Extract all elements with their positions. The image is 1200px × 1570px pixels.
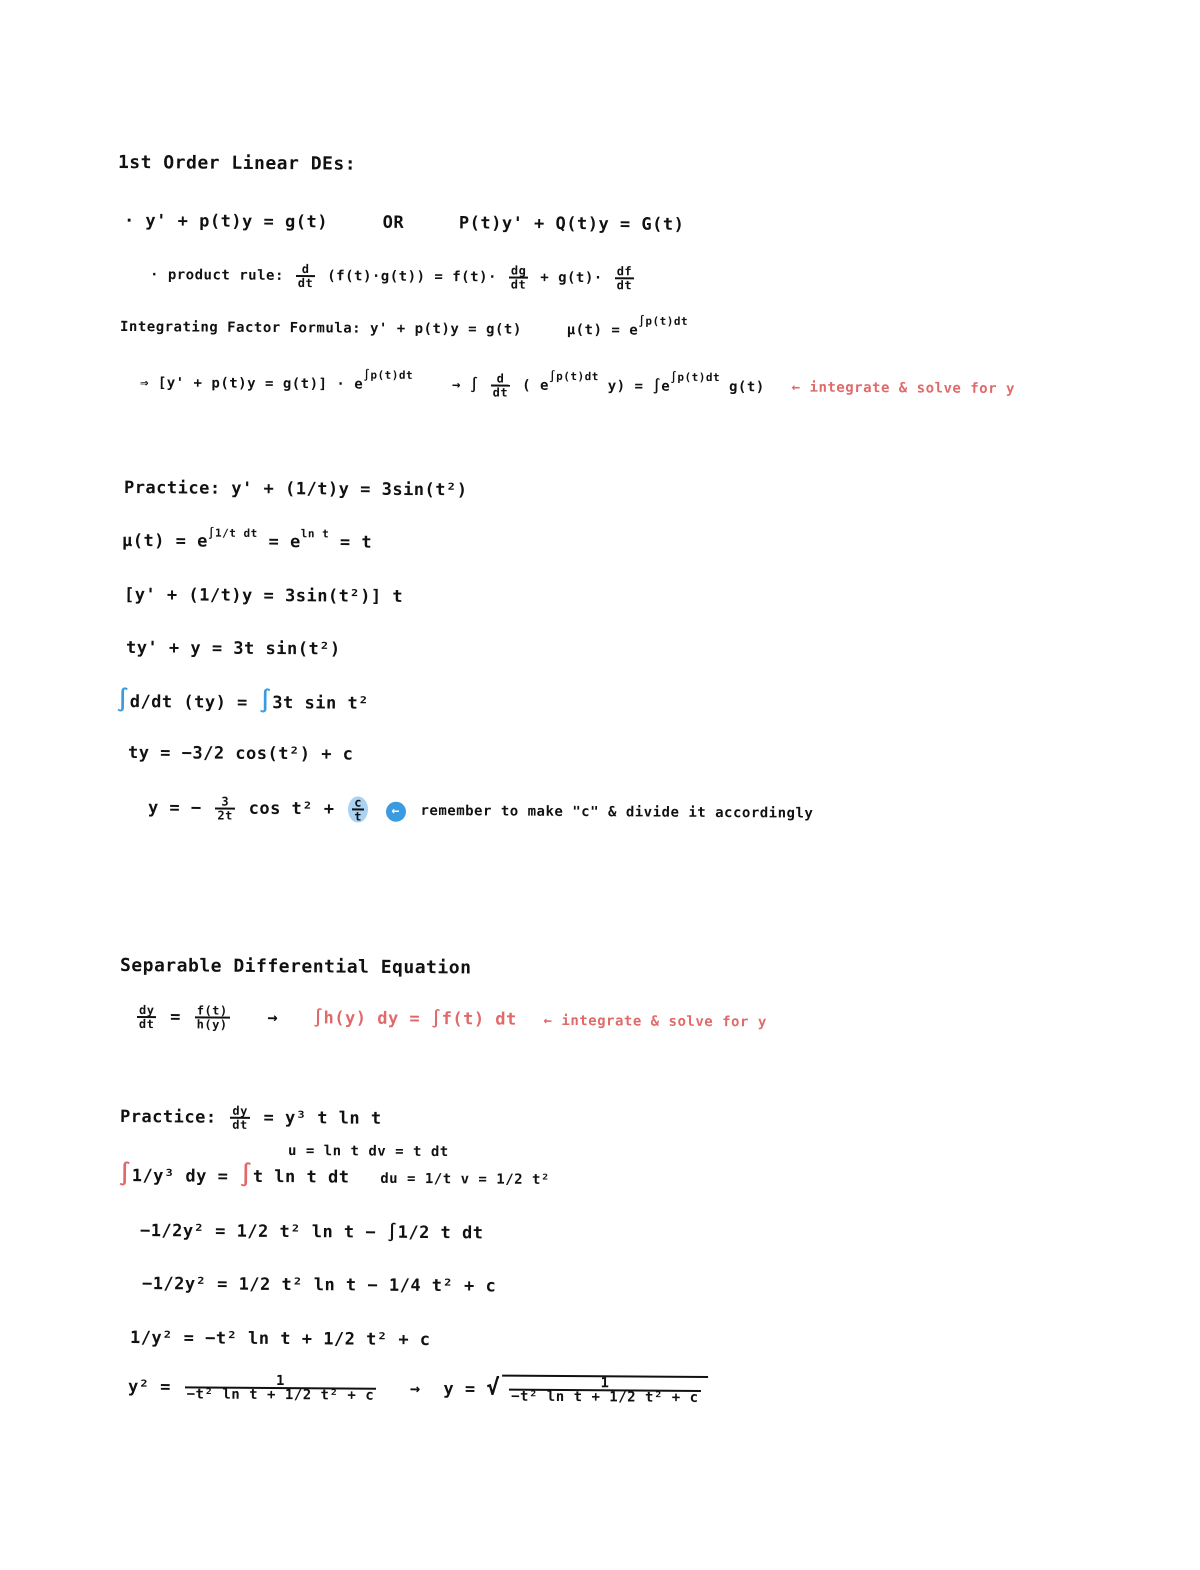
integrate-expr-d: g(t) [728, 379, 765, 396]
right-arrow: → [267, 1007, 279, 1029]
alt-form-text: P(t)y' + Q(t)y = G(t) [458, 213, 685, 235]
blue-integral-1: ∫ [115, 688, 130, 714]
practice2-line2 [118, 1164, 550, 1191]
one-over-y-cubed: 1/y³ dy = [131, 1166, 229, 1187]
df-dt-fraction: $\frac{df}{dt}$ [616, 264, 633, 293]
mu-exponent: ∫p(t)dt [638, 314, 689, 328]
practice1-line3: [y' + (1/t)y = 3sin(t²)] t [123, 585, 404, 607]
ln-t-exponent: ln t [300, 527, 330, 541]
sqrt-fraction: $\frac{1}{\text{−t² ln t + 1/2 t² + c}}$ [509, 1377, 701, 1404]
or-word: OR [382, 212, 405, 233]
practice2-rhs: = y³ t ln t [263, 1108, 382, 1129]
integrate-exponent-1: ∫p(t)dt [548, 369, 599, 384]
if-formula-label: Integrating Factor Formula: y' + p(t)y = g(t) [119, 319, 522, 338]
d-dt-fraction-2: $\frac{d}{dt}$ [491, 372, 511, 398]
mu-equals-t: = t [339, 532, 373, 553]
y-equals: y = − [147, 798, 202, 819]
section-title-linear: 1st Order Linear DEs: [117, 152, 357, 175]
mu-exponent-practice: ∫1/t dt [207, 526, 258, 540]
practice2-line6 [128, 1372, 708, 1404]
substitution-b: du = 1/t v = 1/2 t² [380, 1170, 550, 1189]
dy-dt-fraction-2: $\frac{dy}{dt}$ [232, 1103, 248, 1132]
mu-definition: μ(t) = e [121, 531, 208, 552]
practice1-line4: ty' + y = 3t sin(t²) [125, 638, 341, 660]
separable-note: ← integrate & solve for y [543, 1012, 767, 1031]
separable-integral: ∫h(y) dy = ∫f(t) dt [312, 1008, 517, 1030]
linear-note: ← integrate & solve for y [791, 379, 1015, 398]
practice1-line2 [121, 526, 373, 556]
product-rule-label: · product rule: [149, 267, 284, 284]
sqrt-icon: √ [486, 1375, 501, 1401]
section-title-separable: Separable Differential Equation [119, 955, 472, 979]
three-over-2t: $\frac{3}{2t}$ [215, 795, 235, 821]
red-integral-2: ∫ [239, 1162, 253, 1188]
practice2-line4: −1/2y² = 1/2 t² ln t − 1/4 t² + c [141, 1274, 497, 1297]
product-rule-expr: (f(t)·g(t)) = f(t)· [327, 268, 497, 286]
mu-label: μ(t) = e [566, 322, 639, 339]
product-rule-line [150, 262, 637, 291]
practice1-line1: Practice: y' + (1/t)y = 3sin(t²) [123, 478, 468, 501]
y-squared-equals: y² = [127, 1377, 172, 1398]
standard-form-text: · y' + p(t)y = g(t) [123, 211, 329, 233]
practice2-line1 [120, 1104, 382, 1132]
right-arrow-2: → [409, 1378, 421, 1400]
sqrt-body [502, 1375, 708, 1404]
integrate-expr-a: → ∫ [451, 377, 479, 394]
blue-integral-2: ∫ [258, 688, 273, 715]
dg-dt-fraction: $\frac{dg}{dt}$ [510, 263, 527, 292]
equals-sign: = [170, 1007, 182, 1028]
red-integral-1: ∫ [117, 1162, 132, 1188]
separable-line [134, 1004, 767, 1034]
product-rule-tail: + g(t)· [540, 269, 603, 287]
integrate-expr-c: y) = ∫e [607, 378, 671, 395]
practice1-line7 [148, 795, 814, 826]
remember-note: remember to make "c" & divide it accordingly [420, 802, 814, 822]
mu-equals-e: = e [268, 532, 301, 553]
linear-standard-form [124, 210, 685, 236]
y-squared-fraction: $\frac{1}{\text{−t² ln t + 1/2 t² + c}}$ [185, 1374, 377, 1401]
practice1-line6: ty = −3/2 cos(t²) + c [127, 743, 354, 765]
practice2-label: Practice: [119, 1107, 217, 1128]
practice1-line5 [116, 690, 369, 715]
practice2-line5: 1/y² = −t² ln t + 1/2 t² + c [129, 1328, 431, 1351]
multiply-line [140, 370, 1015, 402]
integrate-expr-b: ( e [522, 377, 549, 394]
left-arrow-icon: ← [386, 802, 406, 822]
d-dt-fraction: $\frac{d}{dt}$ [296, 263, 316, 289]
integrating-factor-line [120, 316, 688, 343]
three-t-sin: 3t sin t² [272, 693, 370, 714]
c-over-t-highlight: $\frac{c}{t}$ [348, 796, 368, 822]
multiply-exponent: ∫p(t)dt [363, 368, 414, 382]
f-over-h-fraction: $\frac{f(t)}{h(y)}$ [196, 1003, 228, 1032]
multiply-text: ⇒ [y' + p(t)y = g(t)] · e [139, 375, 364, 393]
dy-dt-fraction: $\frac{dy}{dt}$ [138, 1003, 155, 1032]
integrate-exponent-2: ∫p(t)dt [670, 370, 721, 385]
d-dt-ty: d/dt (ty) = [129, 692, 248, 713]
t-ln-t-dt: t ln t dt [252, 1166, 350, 1188]
y-equals-root: y = [443, 1379, 476, 1400]
practice2-line3: −1/2y² = 1/2 t² ln t − ∫1/2 t dt [139, 1221, 484, 1244]
cos-term: cos t² + [248, 798, 335, 820]
substitution-a: u = ln t dv = t dt [287, 1143, 449, 1161]
